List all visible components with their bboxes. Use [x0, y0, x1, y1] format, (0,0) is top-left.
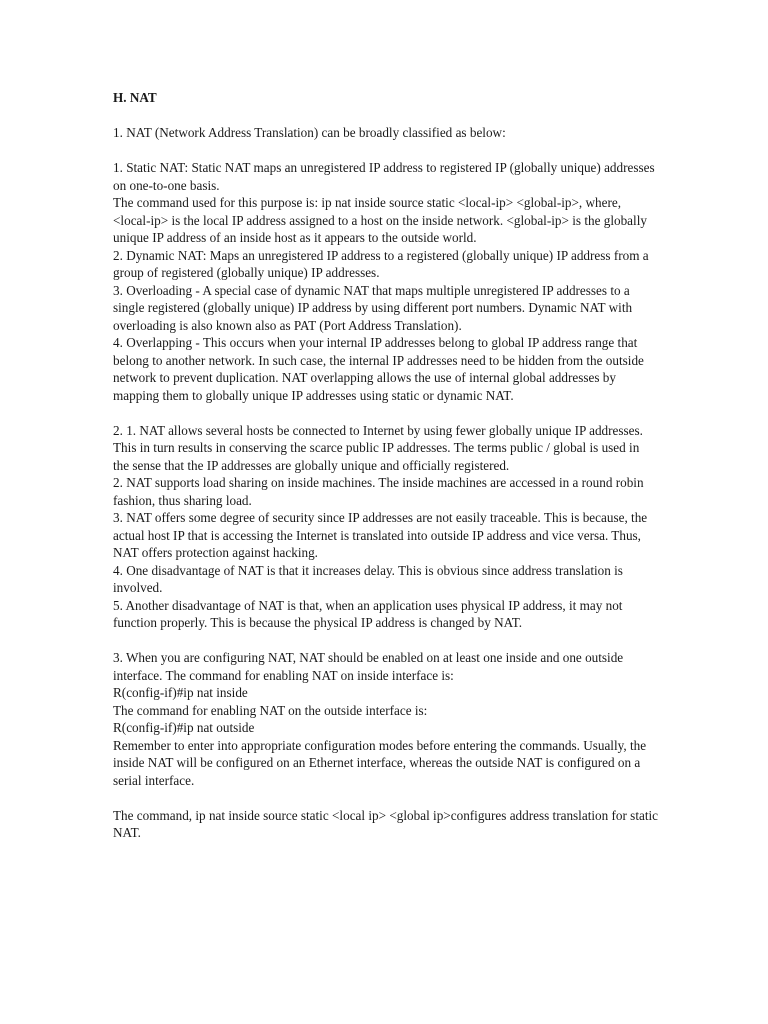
advantage-hosts-paragraph: 2. 1. NAT allows several hosts be connected to Internet by using fewer globally unique IP addresses. This in turn results in conserving the scarce public IP addresses. The terms public / global is used in the sense that the IP addresses are globally unique and officially registered.: [113, 422, 643, 473]
outside-command-intro: The command for enabling NAT on the outside interface is:: [113, 702, 428, 718]
dynamic-nat-paragraph: 2. Dynamic NAT: Maps an unregistered IP address to a registered (globally unique) IP address from a group of registered (globally unique) IP addresses.: [113, 247, 649, 280]
delay-paragraph: 4. One disadvantage of NAT is that it increases delay. This is obvious since address translation is involved.: [113, 562, 623, 595]
load-sharing-paragraph: 2. NAT supports load sharing on inside machines. The inside machines are accessed in a round robin fashion, thus sharing load.: [113, 475, 644, 508]
static-nat-command-paragraph: The command used for this purpose is: ip nat inside source static <local-ip> <global-ip>, where, <local-ip> is the local IP address assigned to a host on the inside network. <global-ip> is the globally unique IP address of an inside host as it appears to the outside world.: [113, 195, 647, 245]
section-2: [113, 422, 658, 632]
config-modes-paragraph: Remember to enter into appropriate configuration modes before entering the commands. Usually, the inside NAT will be configured on an Ethernet interface, whereas the outside NAT is configured on a serial interface.: [113, 737, 647, 788]
section-3: [113, 649, 658, 789]
physical-ip-paragraph: 5. Another disadvantage of NAT is that, when an application uses physical IP address, it may not function properly. This is because the physical IP address is changed by NAT.: [113, 597, 623, 630]
outside-command-line: R(config-if)#ip nat outside: [113, 720, 255, 735]
overloading-paragraph: 3. Overloading - A special case of dynamic NAT that maps multiple unregistered IP addresses to a single registered (globally unique) IP address by using different port numbers. Dynamic NAT with overloading is also known also as PAT (Port Address Translation).: [113, 282, 633, 333]
static-command-paragraph: The command, ip nat inside source static <local ip> <global ip>configures address translation for static NAT.: [113, 807, 659, 840]
security-paragraph: 3. NAT offers some degree of security since IP addresses are not easily traceable. This is because, the actual host IP that is accessing the Internet is translated into outside IP address and vice versa. Thus, NAT offers protection against hacking.: [113, 510, 648, 560]
document-title: H. NAT: [113, 90, 157, 105]
inside-command-line: R(config-if)#ip nat inside: [113, 685, 248, 700]
configuring-nat-paragraph: 3. When you are configuring NAT, NAT should be enabled on at least one inside and one outside interface. The command for enabling NAT on inside interface is:: [113, 650, 624, 683]
section-1: [113, 124, 658, 142]
static-nat-paragraph: 1. Static NAT: Static NAT maps an unregistered IP address to registered IP (globally unique) addresses on one-to-one basis.: [113, 160, 655, 193]
document-page: [113, 89, 658, 859]
section-1-items: [113, 159, 658, 404]
section-4: [113, 807, 658, 842]
overlapping-paragraph: 4. Overlapping - This occurs when your internal IP addresses belong to global IP address range that belong to another network. In such case, the internal IP addresses need to be hidden from the outside network to prevent duplication. NAT overlapping allows the use of internal global addresses by mapping them to globally unique IP addresses using static or dynamic NAT.: [113, 335, 644, 403]
section-1-intro: 1. NAT (Network Address Translation) can be broadly classified as below:: [113, 125, 506, 140]
